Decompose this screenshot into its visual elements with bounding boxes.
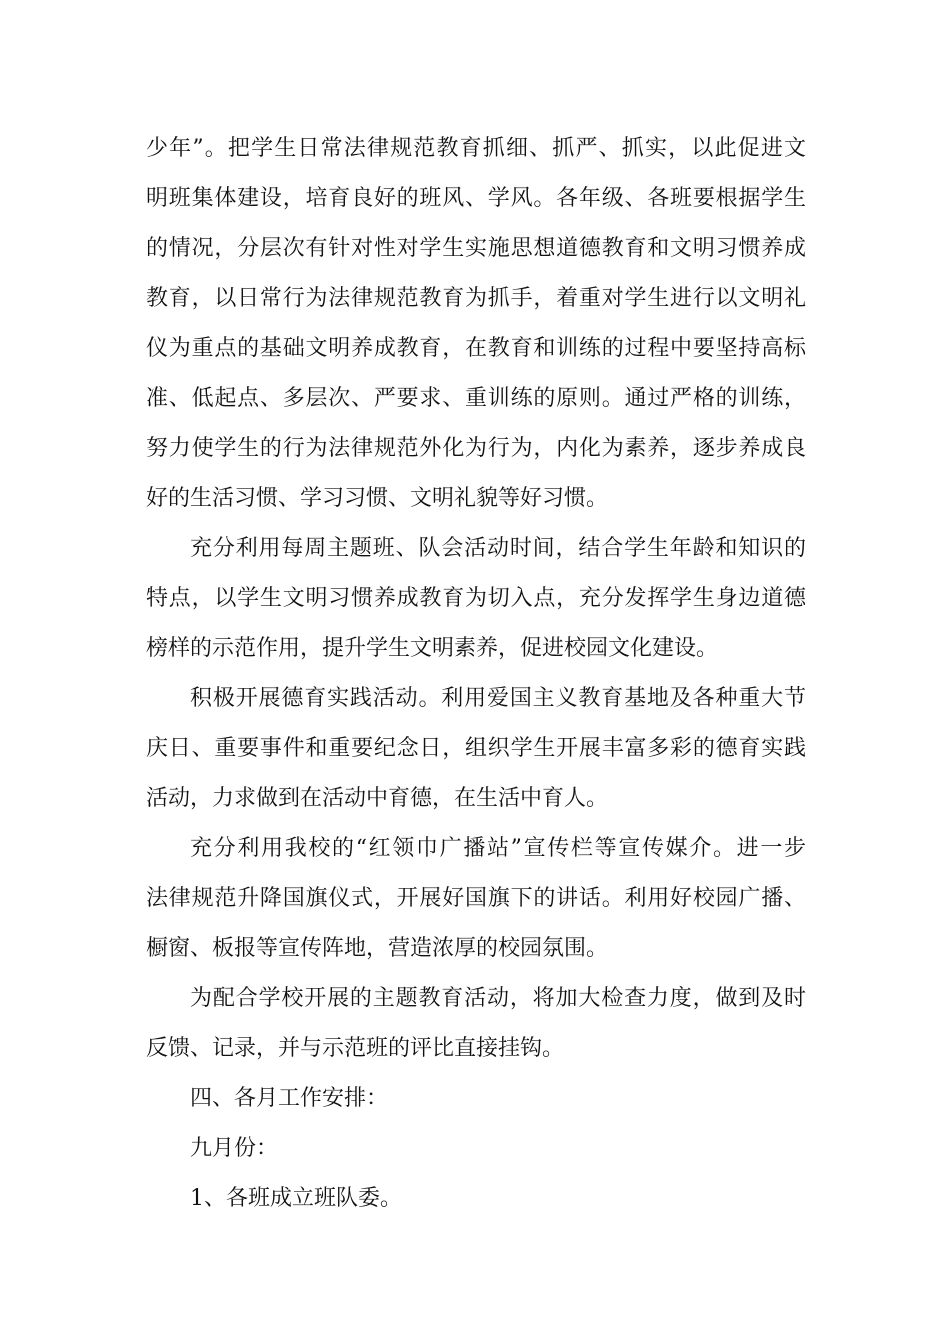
text-line: 四、各月工作安排： (190, 1086, 389, 1111)
text-line: 庆日、重要事件和重要纪念日，组织学生开展丰富多彩的德育实践 (146, 736, 806, 761)
text-line: 法律规范升降国旗仪式，开展好国旗下的讲话。利用好校园广播、 (146, 886, 806, 911)
text-line: 积极开展德育实践活动。利用爱国主义教育基地及各种重大节 (190, 686, 806, 711)
paragraph-4 (146, 824, 806, 974)
text-line: 为配合学校开展的主题教育活动，将加大检查力度，做到及时 (190, 986, 806, 1011)
text-line: 榜样的示范作用，提升学生文明素养，促进校园文化建设。 (146, 636, 719, 661)
text-line: 努力使学生的行为法律规范外化为行为，内化为素养，逐步养成良 (146, 436, 806, 461)
text-line: 九月份： (190, 1136, 279, 1161)
text-line: 教育，以日常行为法律规范教育为抓手，着重对学生进行以文明礼 (146, 286, 806, 311)
text-line: 的情况，分层次有针对性对学生实施思想道德教育和文明习惯养成 (146, 236, 806, 261)
text-line: 准、低起点、多层次、严要求、重训练的原则。通过严格的训练， (146, 386, 806, 411)
text-line: 充分利用每周主题班、队会活动时间，结合学生年龄和知识的 (190, 536, 806, 561)
paragraph-3 (146, 674, 806, 824)
text-line: 1、各班成立班队委。 (190, 1186, 402, 1211)
text-line: 明班集体建设，培育良好的班风、学风。各年级、各班要根据学生 (146, 186, 806, 211)
paragraph-5 (146, 974, 806, 1074)
text-line: 橱窗、板报等宣传阵地，营造浓厚的校园氛围。 (146, 936, 609, 961)
text-line: 少年”。把学生日常法律规范教育抓细、抓严、抓实，以此促进文 (146, 136, 806, 161)
text-line: 好的生活习惯、学习习惯、文明礼貌等好习惯。 (146, 486, 609, 511)
text-line: 仪为重点的基础文明养成教育，在教育和训练的过程中要坚持高标 (146, 336, 806, 361)
text-line: 反馈、记录，并与示范班的评比直接挂钩。 (146, 1036, 565, 1061)
paragraph-7 (146, 1124, 806, 1174)
paragraph-2 (146, 524, 806, 674)
paragraph-8 (146, 1174, 806, 1224)
paragraph-6 (146, 1074, 806, 1124)
document-body (146, 124, 806, 1224)
text-line: 特点，以学生文明习惯养成教育为切入点，充分发挥学生身边道德 (146, 586, 806, 611)
text-line: 充分利用我校的“红领巾广播站”宣传栏等宣传媒介。进一步 (190, 836, 806, 861)
paragraph-1 (146, 124, 806, 524)
text-line: 活动，力求做到在活动中育德，在生活中育人。 (146, 786, 609, 811)
